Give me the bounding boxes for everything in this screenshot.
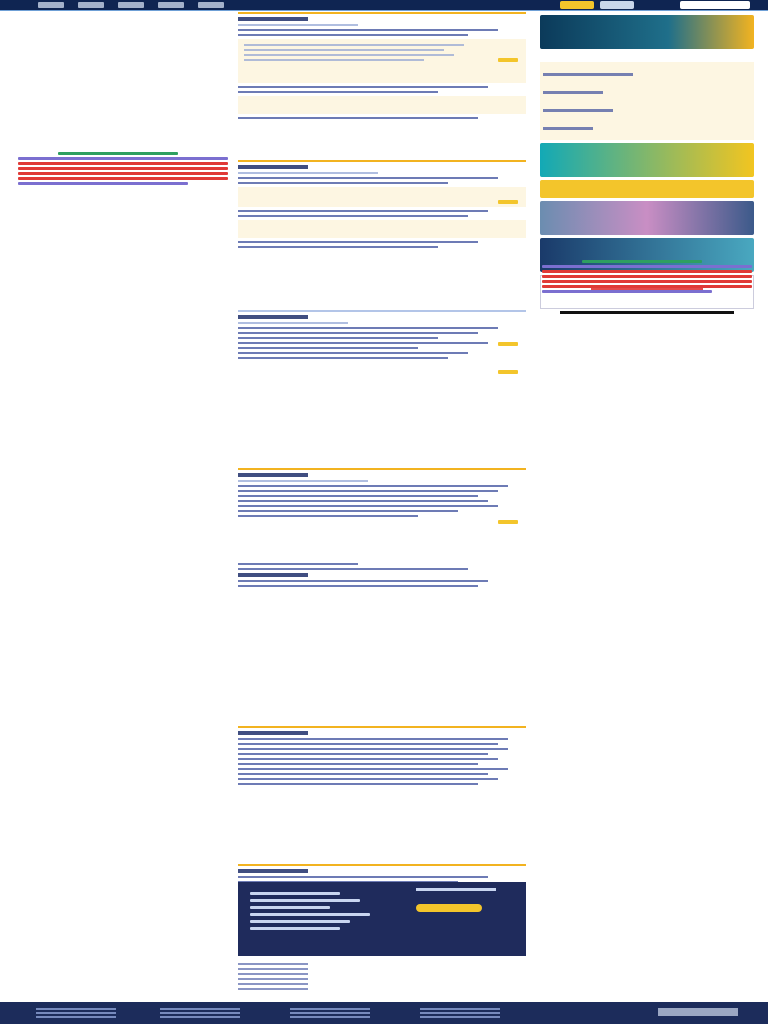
pronunciation [238,172,378,174]
ad-stripe [542,265,752,268]
smart-vocabulary-button[interactable] [498,200,518,204]
ad-stripe [542,290,712,293]
examples-box [238,39,526,83]
entry-headword [238,315,308,319]
ad-stripe [542,275,752,278]
ad-stripe [18,157,228,160]
ad-stripe [582,260,702,263]
pronunciation [238,24,358,26]
nav-item-grammar[interactable] [118,2,144,8]
entry-card [238,12,526,154]
top-navigation-bar [0,0,768,11]
more-examples-button[interactable] [498,58,518,62]
more-examples-button[interactable] [498,370,518,374]
ad-stripe [542,270,752,273]
footer-logo [658,1008,738,1016]
entry-headword [238,473,308,477]
entry-headword [238,165,308,169]
ad-stripe [18,177,228,180]
right-advertisement[interactable] [542,258,752,300]
examples-box [238,220,526,238]
definition [238,91,438,93]
signup-button[interactable] [600,1,634,9]
definition [238,117,478,119]
more-examples-button[interactable] [498,520,518,524]
examples-box [238,96,526,114]
definition [238,34,468,36]
promo-image[interactable] [540,15,754,49]
entry-headword [238,17,308,21]
promo-text [416,888,496,891]
entry-card [238,160,526,304]
entry-card [238,468,526,720]
ad-stripe [18,182,188,185]
nav-item-translate[interactable] [78,2,104,8]
ad-stripe [542,285,752,288]
nav-item-more[interactable] [198,2,224,8]
browse-list [250,888,380,948]
nav-item-thesaurus[interactable] [158,2,184,8]
blog-banner[interactable] [540,180,754,198]
dictionary-entries [238,12,526,912]
browse-word-list [238,960,526,1000]
login-button[interactable] [560,1,594,9]
ad-stripe [18,162,228,165]
definition [238,86,488,88]
ad-stripe [542,280,752,283]
entry-card [238,310,526,462]
cta-button[interactable] [416,904,482,912]
examples-box [238,187,526,207]
browse-box [238,882,526,956]
blog-image[interactable] [540,143,754,177]
search-input[interactable] [680,1,750,9]
left-advertisement[interactable] [18,150,228,192]
ad-stripe [18,167,228,170]
ad-stripe [58,152,178,155]
ad-stripe [18,172,228,175]
blog-image[interactable] [540,201,754,235]
more-meanings-box [540,62,754,140]
site-footer [0,1002,768,1024]
more-examples-button[interactable] [498,342,518,346]
definition [238,29,498,31]
examples-section [238,726,526,858]
nav-item-dictionary[interactable] [38,2,64,8]
